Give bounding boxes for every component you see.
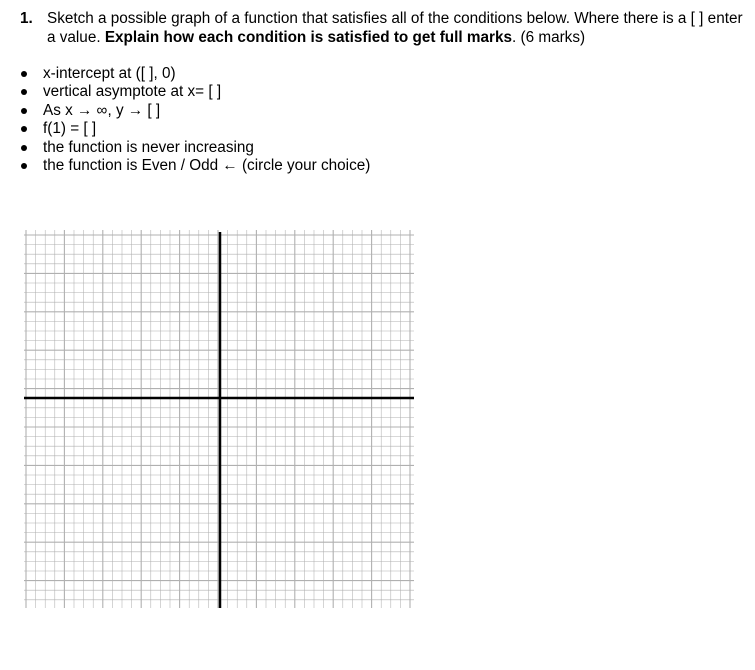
condition-item [21, 120, 370, 138]
bullet-icon [21, 163, 27, 169]
bullet-icon [21, 145, 27, 151]
condition-text: f(1) = [ ] [43, 120, 97, 138]
condition-item [21, 157, 370, 175]
condition-item [21, 65, 370, 83]
question-number: 1. [20, 10, 33, 27]
condition-item [21, 139, 370, 157]
condition-item [21, 102, 370, 120]
condition-text: the function is Even / Odd ← (circle your choice) [43, 157, 371, 175]
bullet-icon [21, 89, 27, 95]
condition-text: As x → ∞, y → [ ] [43, 101, 161, 119]
question-text-bold: Explain how each condition is satisfied to get full marks [104, 29, 512, 46]
bullet-icon [21, 108, 27, 114]
conditions-list [21, 65, 370, 175]
condition-text: x-intercept at ([ ], 0) [43, 65, 176, 82]
condition-text: the function is never increasing [43, 138, 254, 156]
bullet-icon [21, 71, 27, 77]
condition-text: vertical asymptote at x= [ ] [43, 83, 222, 101]
bullet-icon [21, 126, 27, 132]
graph-paper [24, 230, 414, 608]
condition-item [21, 83, 370, 101]
question-text-marks: . (6 marks) [511, 29, 586, 46]
question-text-intro: Sketch a possible graph of a function that satisfies all of the conditions below. Where there is a [ ] enter a value. [47, 10, 743, 46]
question-text [47, 9, 747, 47]
